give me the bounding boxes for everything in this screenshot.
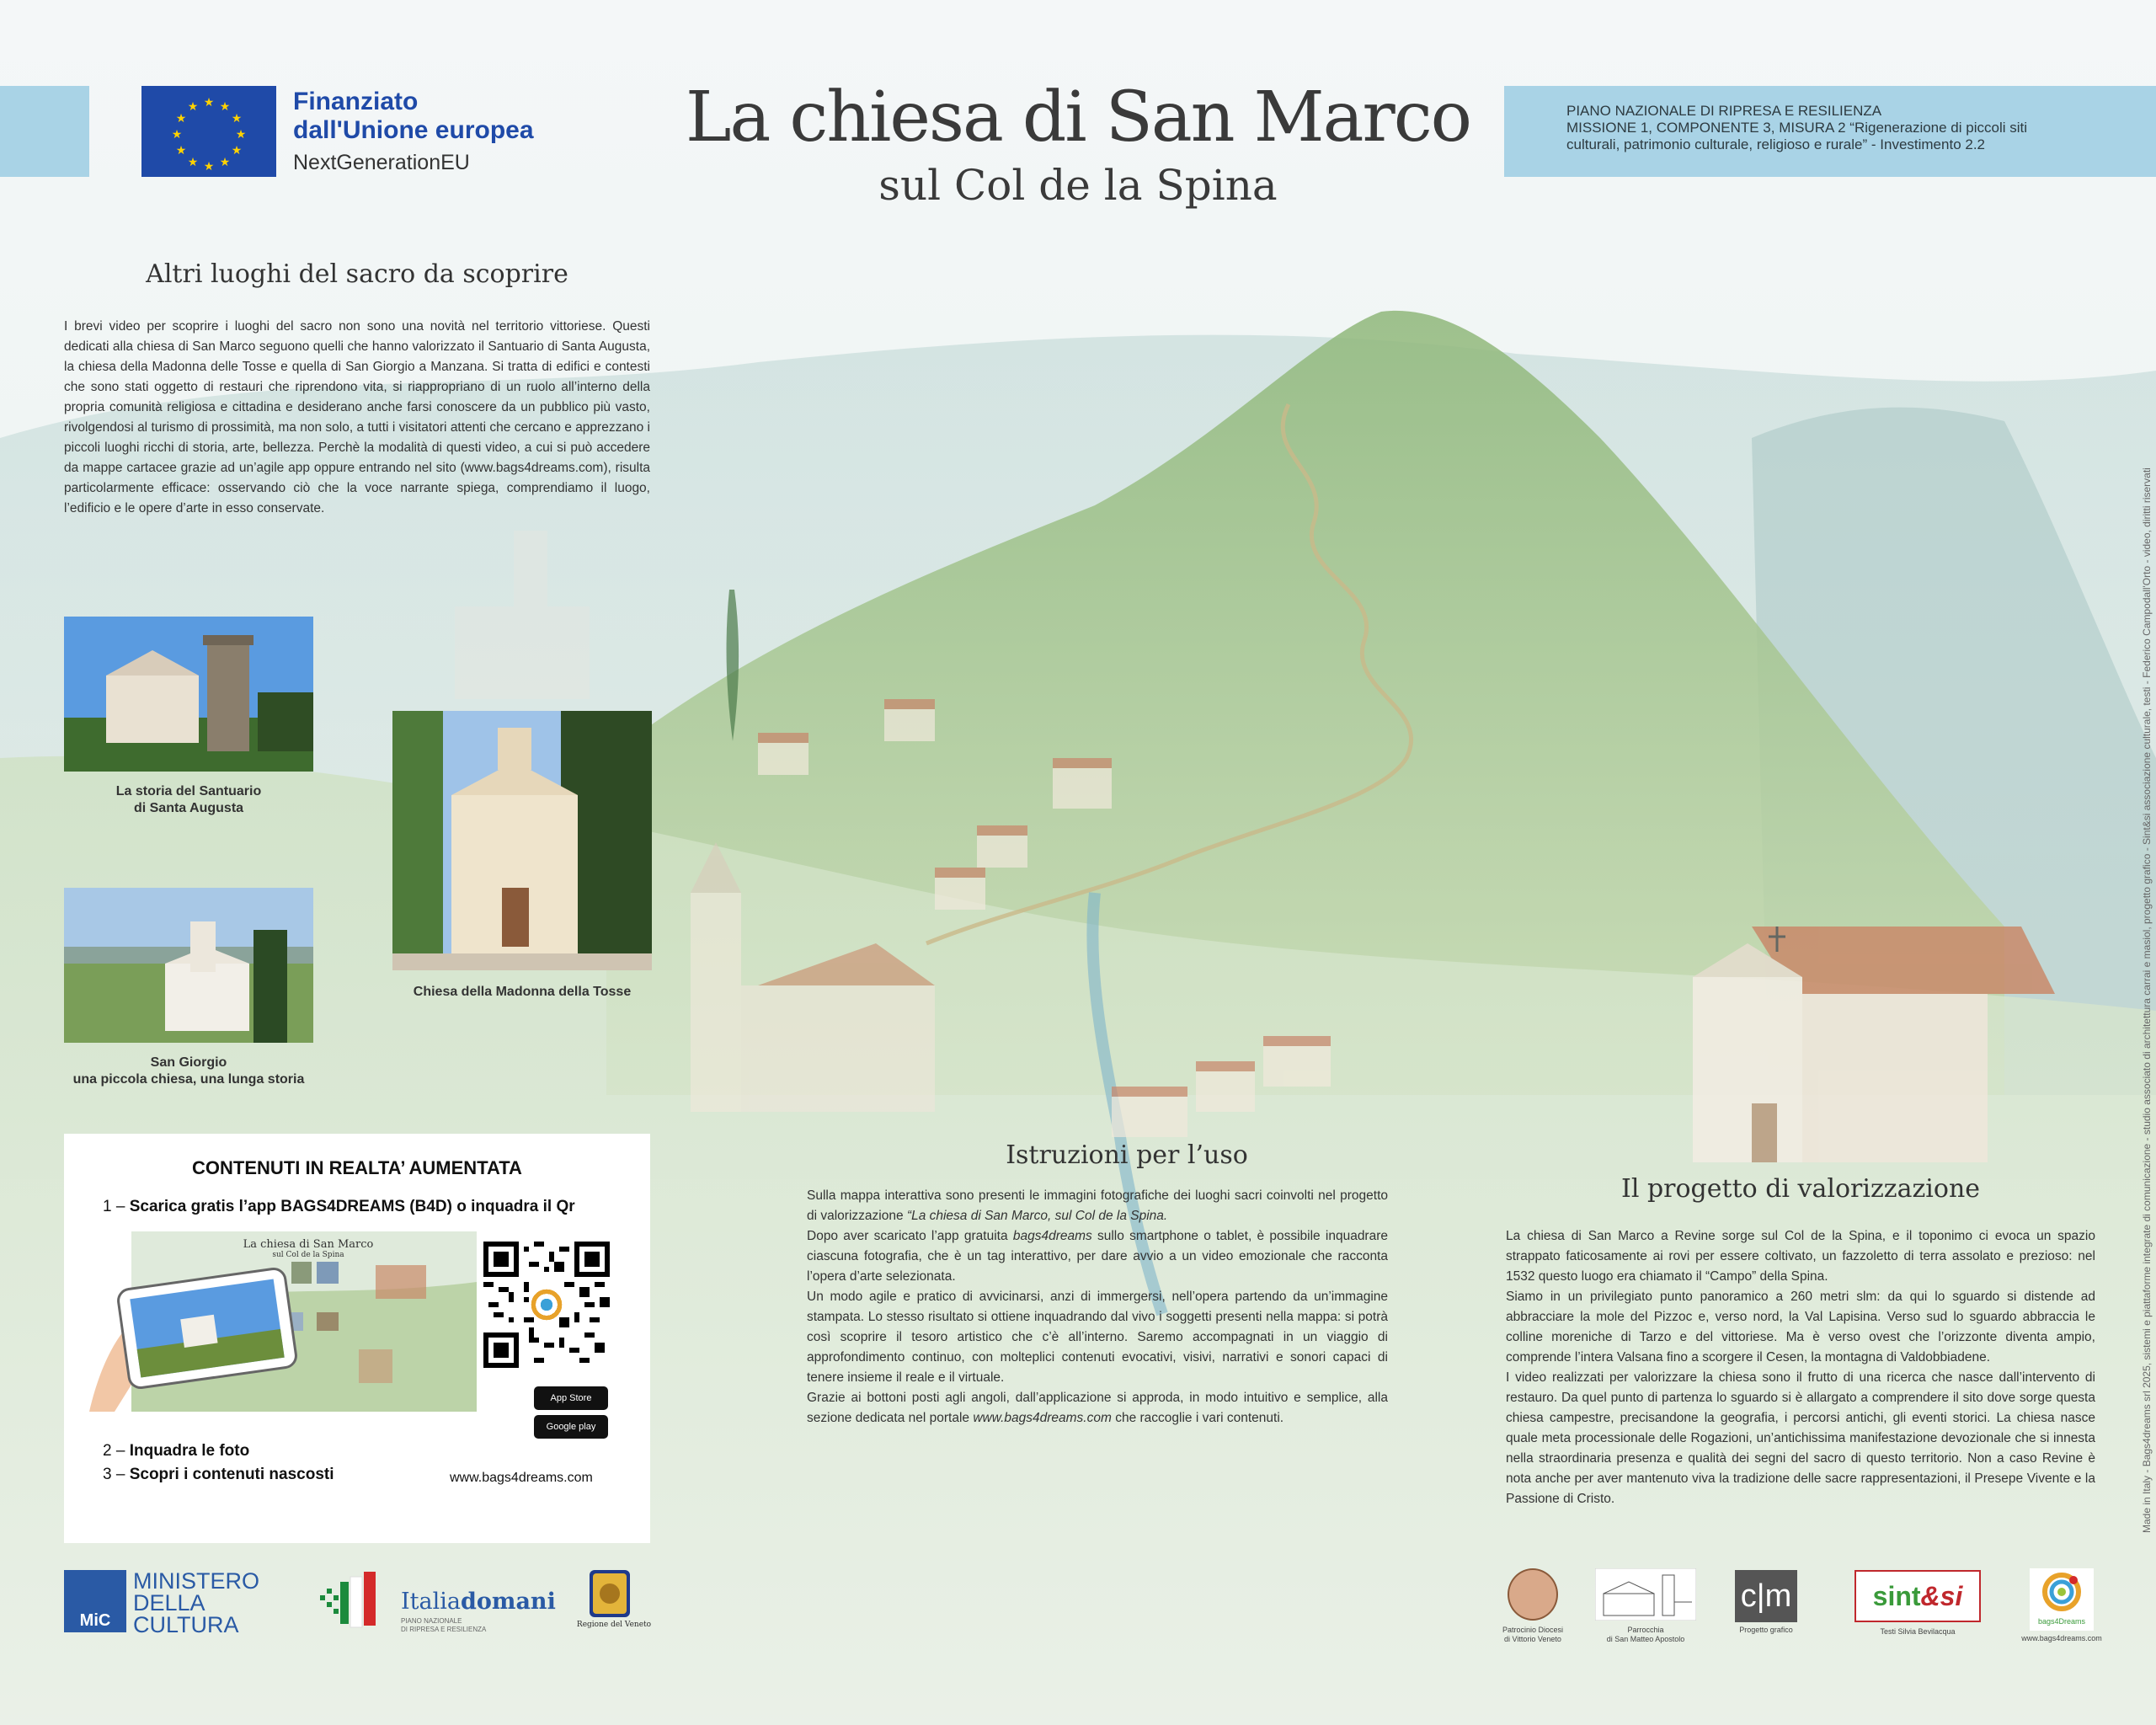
testi-caption: Testi Silvia Bevilacqua <box>1880 1627 1956 1636</box>
regione-veneto-text: Regione del Veneto <box>576 1621 652 1629</box>
altri-luoghi-text: I brevi video per scoprire i luoghi del sacro non sono una novità nel territorio vittoriese. Questi dedicati alla chiesa di San Marco seguono quelli che hanno valorizzato il Santuario di Santa Augusta, la chiesa della Madonna delle Tosse e quella di San Giorgio a Manzana. Si tratta di edifici e contesti che sono stati oggetto di restauri che riprendono vita, si riappropriano di un ruolo all’interno della propria comunità religiosa e cittadina e desiderano anche farsi conoscere da un pubblico più vasto, rivolgendosi al turismo di prossimità, ma non solo, a tutti i visitatori attenti che cercano e apprezzano i piccoli luoghi ricchi di storia, arte, bellezza. Perchè la modalità di questi video, a cui si può accedere da mappe cartacee grazie ad un’agile app oppure entrando nel sito (www.bags4dreams.com), risulta particolarmente efficace: osservando ciò che la voce narrante spiega, comprendiamo il luogo, l’edificio e le opere d’arte in esso conservate. <box>64 319 650 515</box>
caption-madonna-tosse: Chiesa della Madonna della Tosse <box>413 985 632 999</box>
diocesi-caption: Patrocinio Diocesi di Vittorio Veneto <box>1502 1626 1564 1643</box>
istruzioni-text: Sulla mappa interattiva sono presenti le immagini fotografiche dei luoghi sacri coinvolti nel progetto di valorizzazione “La chiesa di San Marco, sul Col de la Spina. Dopo aver scaricato l’app gratuita bags4dreams sullo smartphone o tablet, è possibile inquadrare ciascuna fotografia, che è un tag interattivo, per dare avvio a un video emozionale che racconta l’opera d’arte selezionata. Un modo agile e pratico di avvicinarsi, anzi di immergersi, nell’opera partendo da un’immagine stampata. Lo stesso risultato si ottiene inquadrando dal vivo i soggetti presenti nella mappa: si potrà così scoprire il tesoro artistico che c’è all’interno. Saremo accompagnati in un viaggio di approfondimento continuo, con molteplici contenuti evocativi, visivi, narrativi e sonori capaci di tenere insieme il reale e il virtuale. Grazie ai bottoni posti agli angoli, dall’applicazione si approda, in modo intuitivo e semplice, alla sezione dedicata nel portale www.bags4dreams.com che raccoglie i vari contenuti. <box>807 1188 1388 1425</box>
photo-san-giorgio[interactable] <box>64 888 313 1043</box>
bags4dreams-logo-text: bags4Dreams <box>2037 1617 2086 1626</box>
caption-santa-augusta: La storia del Santuario di Santa Augusta <box>115 784 262 815</box>
ar-step-3: 3 – Scopri i contenuti nascosti <box>103 1466 334 1483</box>
svg-text:★: ★ <box>171 127 183 141</box>
eu-text-union: dall'Unione europea <box>293 116 534 144</box>
eu-text-financed: Finanziato <box>293 88 419 115</box>
pnrr-line-3: culturali, patrimonio culturale, religioso e rurale” - Investimento 2.2 <box>1566 136 1986 152</box>
ar-preview-title: La chiesa di San Marco sul Col de la Spina <box>243 1238 374 1259</box>
svg-text:★: ★ <box>219 99 231 113</box>
ar-preview-image <box>89 1231 477 1412</box>
italia-domani-logo <box>320 1570 556 1636</box>
ar-step-1: 1 – Scarica gratis l’app BAGS4DREAMS (B4D) o inquadra il Qr <box>103 1198 575 1215</box>
italia-flag-icon <box>320 1570 396 1636</box>
svg-text:★: ★ <box>175 143 187 157</box>
pnrr-banner <box>1504 86 2156 177</box>
diocesi-seal-icon <box>1508 1568 1558 1621</box>
vertical-credit-line: Made in Italy - Bags4dreams srl 2025, sistemi e piattaforme integrate di comunicazione - studio associato di architettura carrai e masiol, progetto grafico - Sint&si associazione culturale, testi - Federico Campodall'Orto - video, diritti riservati <box>2141 467 2153 1533</box>
veneto-lion-icon <box>584 1568 635 1619</box>
regione-veneto-logo <box>576 1568 652 1636</box>
bags4dreams-caption: www.bags4dreams.com <box>2021 1634 2102 1642</box>
svg-text:★: ★ <box>203 159 215 173</box>
svg-text:★: ★ <box>235 127 247 141</box>
italia-domani-subtitle: PIANO NAZIONALE DI RIPRESA E RESILIENZA <box>401 1617 487 1633</box>
svg-text:★: ★ <box>231 143 243 157</box>
progetto-text: La chiesa di San Marco a Revine sorge sul Col de la Spina, e il toponimo ci evoca un spazio strappato faticosamente ai rovi per essere coltivato, un fazzoletto di terra assolato e prezioso: nel 1532 questo luogo era chiamato il “Campo” della Spina. Siamo in un privilegiato punto panoramico a 260 metri slm: da qui lo sguardo si distende ad abbracciare la mole del Pizzoc e, verso nord, la Val Lapisina. Verso sud lo sguardo abbraccia le colline moreniche di Tarzo e del vittoriese. Ma è verso ovest che l’orizzonte diventa ampio, comprende l’intera Valsana fino a scorgere il Cesen, la montagna di Valdobbiadene. I video realizzati per valorizzare la chiesa sono il frutto di una ricerca che nasce dall’intervento di restauro. Da quel punto di partenza lo sguardo si è allargato a comprendere il sito dove sorge questa chiesa campestre, precisandone la geografia, i percorsi antichi, gli eventi storici. La chiesa nasce quale meta processionale delle Rogazioni, un’antichissima manifestazione devozionale che si innesta nella straordinaria presenza e qualità dei segni del sacro di questo territorio. Non a caso Revine è nota anche per aver mantenuto viva la tradizione delle sacre rappresentazioni, il Presepe Vivente e la Passione di Cristo. <box>1506 1229 2095 1506</box>
photo-santuario-santa-augusta[interactable] <box>64 617 313 772</box>
altri-luoghi-heading: Altri luoghi del sacro da scoprire <box>146 259 568 289</box>
eu-text-nextgen: NextGenerationEU <box>293 151 470 174</box>
svg-text:★: ★ <box>231 111 243 125</box>
svg-text:★: ★ <box>187 155 199 168</box>
istruzioni-heading: Istruzioni per l’uso <box>1006 1140 1248 1170</box>
ministero-cultura-logo <box>64 1570 266 1636</box>
caption-san-giorgio: San Giorgio una piccola chiesa, una lunga storia <box>72 1055 305 1087</box>
bags4dreams-logo <box>2030 1568 2094 1631</box>
sintesi-logo: sint&si <box>1854 1570 1981 1622</box>
svg-text:★: ★ <box>175 111 187 125</box>
svg-text:★: ★ <box>203 95 215 109</box>
parrocchia-caption: Parrocchia di San Matteo Apostolo <box>1606 1626 1685 1643</box>
google-play-badge[interactable]: Google play <box>534 1415 608 1439</box>
left-banner-bar <box>0 86 89 177</box>
ar-title: CONTENUTI IN REALTA’ AUMENTATA <box>192 1157 522 1178</box>
progetto-grafico-logo-icon: c|m <box>1735 1570 1797 1622</box>
progetto-heading: Il progetto di valorizzazione <box>1620 1174 1981 1204</box>
photo-madonna-della-tosse[interactable] <box>392 711 652 970</box>
ar-step-2: 2 – Inquadra le foto <box>103 1442 250 1460</box>
eu-funding-logo <box>141 86 588 177</box>
parrocchia-drawing-icon <box>1595 1568 1696 1621</box>
pnrr-line-1: PIANO NAZIONALE DI RIPRESA E RESILIENZA <box>1566 103 1882 119</box>
bags4dreams-swirl-icon <box>2030 1568 2094 1619</box>
mic-text-cultura: CULTURA <box>133 1612 239 1637</box>
mic-text-della: DELLA <box>133 1590 205 1616</box>
page-title: La chiesa di San Marco <box>686 77 1470 158</box>
ar-url-link[interactable]: www.bags4dreams.com <box>450 1471 593 1485</box>
page-subtitle: sul Col de la Spina <box>878 161 1278 210</box>
mic-emblem-icon: MiC <box>64 1570 126 1632</box>
ar-content-box <box>64 1134 650 1543</box>
svg-text:★: ★ <box>187 99 199 113</box>
grafico-caption: Progetto grafico <box>1739 1626 1793 1634</box>
eu-flag-icon <box>141 86 276 177</box>
qr-code[interactable] <box>483 1242 610 1368</box>
mic-text-ministero: MINISTERO <box>133 1568 260 1594</box>
italia-domani-text: Italiadomani <box>401 1589 556 1615</box>
svg-text:★: ★ <box>219 155 231 168</box>
app-store-badge[interactable]: App Store <box>534 1386 608 1410</box>
pnrr-line-2: MISSIONE 1, COMPONENTE 3, MISURA 2 “Rigenerazione di piccoli siti <box>1566 120 2027 136</box>
